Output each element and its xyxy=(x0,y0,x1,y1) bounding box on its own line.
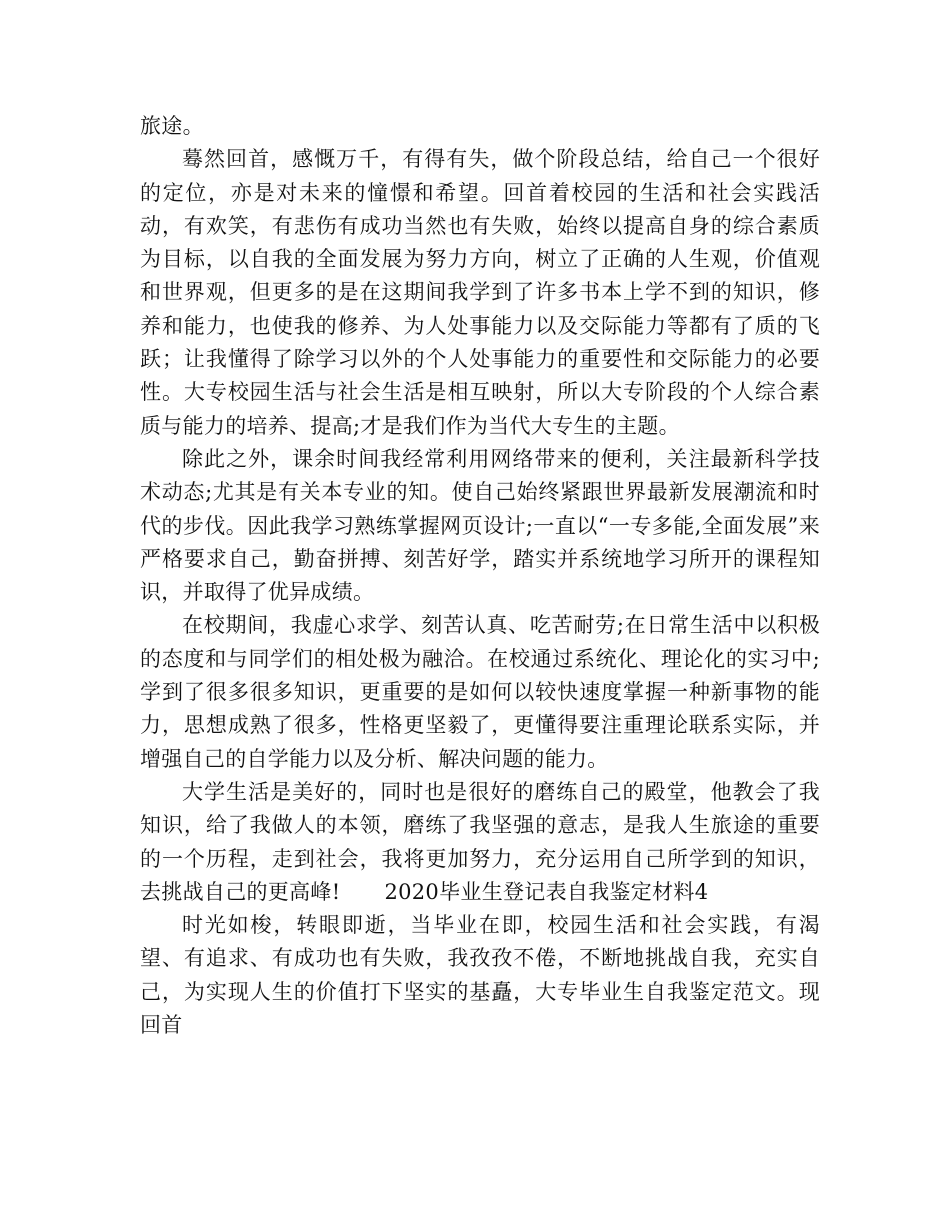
section-heading: 2020毕业生登记表自我鉴定材料4 xyxy=(384,879,709,904)
paragraph-text: 在校期间，我虚心求学、刻苦认真、吃苦耐劳;在日常生活中以积极的态度和与同学们的相处极为融洽。在校通过系统化、理论化的实习中;学到了很多很多知识，更重要的是如何以较快速度掌握一种新事物的能力，思想成熟了很多，性格更坚毅了，更懂得要注重理论联系实际，并增强自己的自学能力以及分析、解决问题的能力。 xyxy=(140,613,820,771)
paragraph-4 xyxy=(140,609,820,775)
paragraph-text: 蓦然回首，感慨万千，有得有失，做个阶段总结，给自己一个很好的定位，亦是对未来的憧憬和希望。回首着校园的生活和社会实践活动，有欢笑，有悲伤有成功当然也有失败，始终以提高自身的综合素质为目标，以自我的全面发展为努力方向，树立了正确的人生观，价值观和世界观，但更多的是在这期间我学到了许多书本上学不到的知识，修养和能力，也使我的修养、为人处事能力以及交际能力等都有了质的飞跃；让我懂得了除学习以外的个人处事能力的重要性和交际能力的必要性。大专校园生活与社会生活是相互映射，所以大专阶段的个人综合素质与能力的培养、提高;才是我们作为当代大专生的主题。 xyxy=(140,147,820,438)
paragraph-text: 大学生活是美好的，同时也是很好的磨练自己的殿堂，他教会了我知识，给了我做人的本领，磨练了我坚强的意志，是我人生旅途的重要的一个历程，走到社会，我将更加努力，充分运用自己所学到的知识，去挑战自己的更高峰! xyxy=(140,779,820,904)
paragraph-1 xyxy=(140,110,820,143)
paragraph-6 xyxy=(140,909,820,1042)
document-body xyxy=(140,110,820,1042)
paragraph-2 xyxy=(140,143,820,443)
paragraph-text: 除此之外，课余时间我经常利用网络带来的便利，关注最新科学技术动态;尤其是有关本专业的知。使自己始终紧跟世界最新发展潮流和时代的步伐。因此我学习熟练掌握网页设计;一直以“一专多能,全面发展”来严格要求自己，勤奋拼搏、刻苦好学，踏实并系统地学习所开的课程知识，并取得了优异成绩。 xyxy=(140,446,820,605)
paragraph-text: 旅途。 xyxy=(140,114,204,138)
paragraph-text: 时光如梭，转眼即逝，当毕业在即，校园生活和社会实践，有渴望、有追求、有成功也有失败，我孜孜不倦，不断地挑战自我，充实自己，为实现人生的价值打下坚实的基矗，大专毕业生自我鉴定范文。现回首 xyxy=(140,913,820,1038)
paragraph-5 xyxy=(140,776,820,909)
paragraph-3 xyxy=(140,443,820,609)
